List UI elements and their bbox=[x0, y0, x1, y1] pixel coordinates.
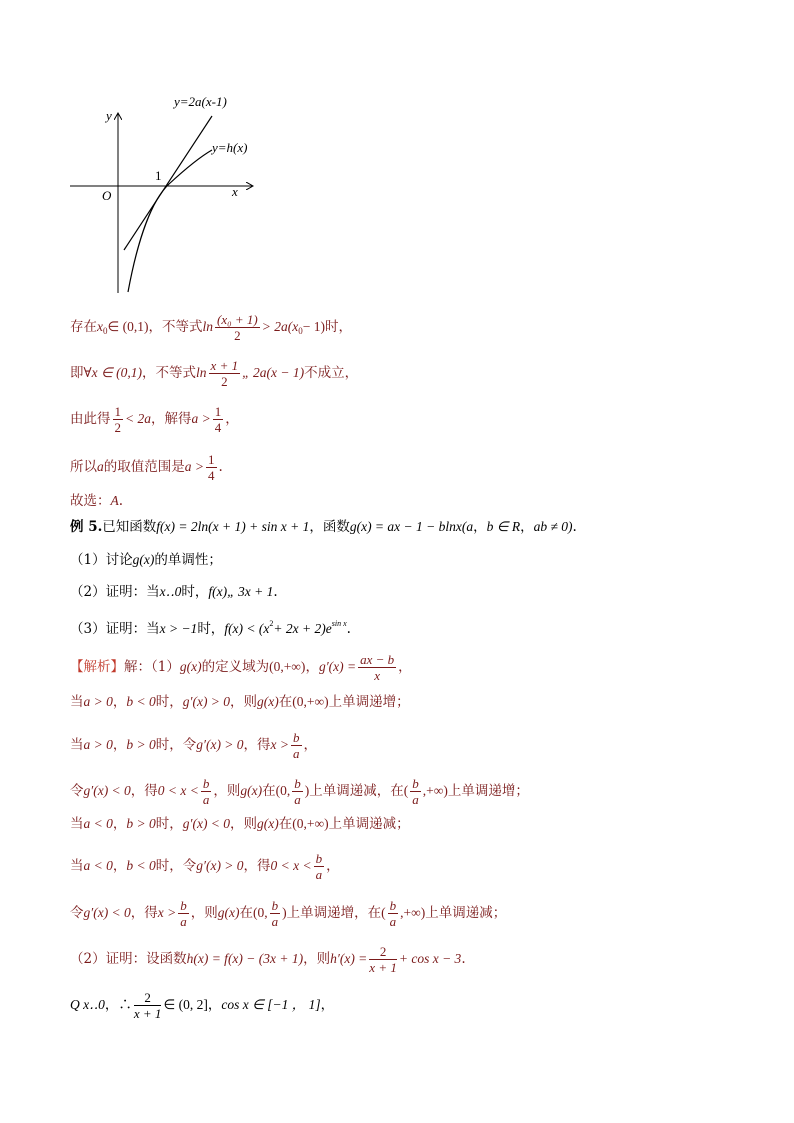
math: > 2a(x bbox=[261, 319, 299, 334]
text-line-3 bbox=[70, 404, 239, 435]
text: 时， bbox=[155, 694, 183, 710]
numerator: b bbox=[180, 898, 187, 913]
fraction bbox=[369, 944, 397, 975]
numerator: 2 bbox=[134, 990, 162, 1006]
math: b > 0 bbox=[126, 816, 156, 831]
numerator: 2 bbox=[369, 944, 397, 960]
origin-label: O bbox=[102, 188, 112, 203]
math: (0,+∞) bbox=[269, 659, 306, 674]
text: 所以 bbox=[70, 459, 97, 475]
example-label: 例 5. bbox=[70, 519, 103, 535]
solution-line-3 bbox=[70, 730, 317, 761]
numerator: (x₀ + 1) bbox=[217, 312, 258, 327]
math: ∈ (0,1) bbox=[107, 319, 149, 334]
superscript: 2 bbox=[269, 619, 274, 628]
text: 已知函数 bbox=[102, 519, 157, 535]
denominator: a bbox=[389, 914, 397, 929]
text: 时，令 bbox=[155, 858, 197, 874]
fraction bbox=[178, 898, 189, 929]
denominator: x + 1 bbox=[133, 1006, 162, 1021]
text: 当 bbox=[70, 737, 84, 753]
question-3 bbox=[70, 615, 351, 638]
solution-line-9 bbox=[70, 990, 334, 1021]
text: ， bbox=[473, 519, 487, 535]
numerator: ax − b bbox=[360, 652, 395, 667]
numerator: b bbox=[271, 898, 279, 913]
math: ,+∞) bbox=[422, 783, 448, 798]
math: < 2a bbox=[125, 411, 151, 426]
solution-line-4 bbox=[70, 776, 529, 807]
math: g(x) bbox=[240, 783, 263, 798]
question-2 bbox=[70, 583, 278, 601]
math: x > bbox=[157, 905, 177, 920]
graph-svg bbox=[62, 88, 272, 298]
numerator: b bbox=[315, 851, 323, 866]
text: ， bbox=[207, 997, 222, 1013]
text: . bbox=[461, 951, 466, 967]
text: . bbox=[572, 519, 577, 535]
superscript: sin x bbox=[331, 619, 347, 628]
y-axis-label: y bbox=[106, 108, 112, 123]
text: ， bbox=[303, 737, 318, 753]
denominator: 2 bbox=[221, 374, 228, 389]
fraction bbox=[215, 312, 260, 343]
math: (0, bbox=[253, 905, 268, 920]
text: . bbox=[218, 459, 223, 475]
denominator: a bbox=[294, 792, 301, 807]
math: a > 0 bbox=[83, 737, 113, 752]
solution-line-8 bbox=[70, 944, 466, 975]
text: ，不等式 bbox=[142, 365, 197, 381]
solution-line-5 bbox=[70, 815, 410, 833]
fraction bbox=[113, 404, 124, 435]
math: f(x)„ 3x + 1 bbox=[208, 584, 274, 599]
text: 故选： bbox=[70, 493, 111, 509]
text: ，得 bbox=[130, 783, 158, 799]
text: 的取值范围是 bbox=[103, 459, 185, 475]
denominator: a bbox=[412, 792, 419, 807]
text: ，得 bbox=[130, 905, 158, 921]
text: 解：（1） bbox=[124, 659, 180, 675]
solution-line-2 bbox=[70, 693, 410, 711]
text: 时， bbox=[181, 584, 209, 600]
math: x‥0 bbox=[159, 584, 182, 599]
denominator: 2 bbox=[114, 420, 121, 435]
math: (0,+∞) bbox=[292, 816, 329, 831]
denominator: a bbox=[202, 792, 210, 807]
math: ∈ (0, 2] bbox=[163, 997, 208, 1012]
fraction bbox=[388, 898, 399, 929]
text: 上单调递减； bbox=[425, 905, 507, 921]
tick-one-label: 1 bbox=[155, 168, 162, 183]
math: ,+∞) bbox=[400, 905, 426, 920]
text: ，得 bbox=[243, 858, 271, 874]
denominator: a bbox=[180, 914, 187, 929]
text-line-5 bbox=[70, 492, 123, 510]
numerator: x + 1 bbox=[210, 358, 239, 373]
text: 时，令 bbox=[155, 737, 197, 753]
text: ， bbox=[112, 737, 127, 753]
math: h(x) = f(x) − (3x + 1) bbox=[186, 951, 304, 966]
text: ， bbox=[520, 519, 534, 535]
math: g′(x) < 0 bbox=[83, 783, 131, 798]
math: g′(x) > 0 bbox=[196, 858, 244, 873]
math: ( bbox=[381, 905, 386, 920]
numerator: b bbox=[389, 898, 397, 913]
text: ， bbox=[326, 858, 340, 874]
math: ln bbox=[196, 365, 207, 380]
text: （1）讨论 bbox=[70, 552, 133, 568]
example-5-heading bbox=[70, 518, 577, 536]
math: ab ≠ 0) bbox=[533, 519, 573, 534]
denominator: a bbox=[315, 867, 323, 882]
question-1 bbox=[70, 551, 222, 569]
text: ，不等式 bbox=[148, 319, 203, 335]
math: g′(x) < 0 bbox=[182, 816, 231, 831]
text: 令 bbox=[70, 905, 84, 921]
text: 时， bbox=[324, 319, 352, 335]
fraction bbox=[291, 730, 302, 761]
text: 上单调递增； bbox=[328, 694, 410, 710]
text: 当 bbox=[70, 816, 84, 832]
fraction bbox=[201, 776, 212, 807]
subscript: 0 bbox=[103, 326, 108, 336]
math: ) bbox=[282, 905, 287, 920]
text-line-4 bbox=[70, 452, 223, 483]
fraction bbox=[209, 358, 241, 389]
text: ，得 bbox=[243, 737, 271, 753]
math: b ∈ R bbox=[486, 519, 521, 534]
math: a > bbox=[191, 411, 211, 426]
text: 时， bbox=[155, 816, 183, 832]
math: a > bbox=[184, 459, 204, 474]
math: g(x) = ax − 1 − blnx(a bbox=[349, 519, 474, 534]
math: x bbox=[97, 319, 103, 334]
denominator: 2 bbox=[234, 328, 241, 343]
text: 当 bbox=[70, 694, 84, 710]
solution-line-7 bbox=[70, 898, 506, 929]
text: 在 bbox=[278, 694, 293, 710]
curve-label: y=h(x) bbox=[212, 140, 248, 155]
math: cos x ∈ [−1 ， 1] bbox=[221, 997, 321, 1012]
text: （3）证明：当 bbox=[70, 621, 160, 637]
text: 时， bbox=[197, 621, 225, 637]
analysis-label: 【解析】 bbox=[70, 659, 124, 675]
numerator: 1 bbox=[208, 452, 215, 467]
text: ，解得 bbox=[151, 411, 192, 427]
text: ，则 bbox=[230, 694, 258, 710]
text: （2）证明：当 bbox=[70, 584, 160, 600]
numerator: b bbox=[293, 730, 300, 745]
math: a > 0 bbox=[83, 694, 113, 709]
text: 由此得 bbox=[70, 411, 111, 427]
math: g(x) bbox=[217, 905, 240, 920]
fraction bbox=[206, 452, 217, 483]
text: 上单调递减，在 bbox=[309, 783, 404, 799]
math: − 1) bbox=[302, 319, 325, 334]
text: ，则 bbox=[303, 951, 331, 967]
fraction bbox=[292, 776, 303, 807]
text: . bbox=[273, 584, 278, 600]
math: f(x) < (x bbox=[224, 621, 270, 636]
math: g(x) bbox=[132, 552, 155, 567]
math: 0 < x < bbox=[157, 783, 199, 798]
math: Q x‥0 bbox=[70, 997, 105, 1012]
x-axis-label: x bbox=[232, 184, 238, 199]
math: a < 0 bbox=[83, 858, 113, 873]
text: 当 bbox=[70, 858, 84, 874]
math: (0, bbox=[275, 783, 291, 798]
fraction bbox=[410, 776, 421, 807]
math: g(x) bbox=[257, 816, 279, 831]
text: 不成立， bbox=[304, 365, 359, 381]
math: A bbox=[110, 493, 119, 508]
text: ，则 bbox=[190, 905, 218, 921]
numerator: 1 bbox=[214, 404, 222, 419]
text: ， bbox=[112, 816, 127, 832]
text: 的定义域为 bbox=[201, 659, 270, 675]
fraction bbox=[270, 898, 281, 929]
denominator: a bbox=[293, 746, 300, 761]
text: 存在 bbox=[70, 319, 97, 335]
math: ( bbox=[403, 783, 409, 798]
numerator: b bbox=[412, 776, 419, 791]
text: . bbox=[346, 621, 351, 637]
math: f(x) = 2ln(x + 1) + sin x + 1 bbox=[156, 519, 310, 534]
line-label: y=2a(x-1) bbox=[174, 94, 227, 109]
numerator: b bbox=[294, 776, 301, 791]
denominator: x + 1 bbox=[369, 960, 397, 975]
math: g′(x) < 0 bbox=[83, 905, 131, 920]
math: g(x) bbox=[179, 659, 202, 674]
math: x > bbox=[270, 737, 290, 752]
numerator: 1 bbox=[114, 404, 121, 419]
text: ， bbox=[305, 659, 319, 675]
math: ln bbox=[202, 319, 214, 334]
fraction bbox=[314, 851, 325, 882]
text: 上单调递增，在 bbox=[286, 905, 382, 921]
function-graph-figure bbox=[62, 88, 272, 298]
text: 即∀ bbox=[70, 365, 92, 381]
math: (0,+∞) bbox=[292, 694, 329, 709]
denominator: 4 bbox=[208, 468, 215, 483]
text: 的单调性； bbox=[154, 552, 222, 568]
text: ， bbox=[112, 858, 127, 874]
math: a < 0 bbox=[83, 816, 113, 831]
denominator: a bbox=[271, 914, 279, 929]
text: ， bbox=[112, 694, 127, 710]
math: ) bbox=[304, 783, 310, 798]
curve-h bbox=[128, 150, 212, 292]
math: g′(x) = bbox=[318, 659, 357, 674]
math: + 2x + 2)e bbox=[273, 621, 332, 636]
subscript: 0 bbox=[298, 326, 303, 336]
text: ， bbox=[398, 659, 412, 675]
math: x ∈ (0,1) bbox=[91, 365, 143, 380]
text: ，∴ bbox=[104, 997, 132, 1013]
text: 在 bbox=[262, 783, 276, 799]
text-line-1 bbox=[70, 312, 352, 343]
math: b < 0 bbox=[126, 858, 156, 873]
math: b < 0 bbox=[126, 694, 156, 709]
text: ， bbox=[225, 411, 239, 427]
text: ， bbox=[320, 997, 335, 1013]
tangent-line bbox=[124, 116, 212, 250]
denominator: x bbox=[374, 668, 381, 683]
fraction bbox=[358, 652, 396, 683]
math: + cos x − 3 bbox=[398, 951, 462, 966]
numerator: b bbox=[202, 776, 210, 791]
text: 上单调递增； bbox=[447, 783, 529, 799]
fraction bbox=[134, 990, 162, 1021]
solution-line-6 bbox=[70, 851, 340, 882]
math: a bbox=[97, 459, 104, 474]
math: x > −1 bbox=[159, 621, 198, 636]
solution-line-1 bbox=[70, 652, 412, 683]
text: . bbox=[118, 493, 124, 509]
text-line-2 bbox=[70, 358, 358, 389]
math: g′(x) > 0 bbox=[196, 737, 244, 752]
math: g(x) bbox=[257, 694, 279, 709]
text: ，函数 bbox=[309, 519, 350, 535]
text: （2）证明：设函数 bbox=[70, 951, 187, 967]
text: 在 bbox=[239, 905, 254, 921]
text: 上单调递减； bbox=[328, 816, 410, 832]
denominator: 4 bbox=[214, 420, 222, 435]
text: 在 bbox=[278, 816, 293, 832]
math: g′(x) > 0 bbox=[182, 694, 231, 709]
text: ，则 bbox=[213, 783, 241, 799]
math: b > 0 bbox=[126, 737, 156, 752]
text: ，则 bbox=[230, 816, 258, 832]
math: „ 2a(x − 1) bbox=[242, 365, 305, 380]
text: 令 bbox=[70, 783, 84, 799]
math: 0 < x < bbox=[270, 858, 312, 873]
fraction bbox=[213, 404, 224, 435]
math: h′(x) = bbox=[330, 951, 368, 966]
